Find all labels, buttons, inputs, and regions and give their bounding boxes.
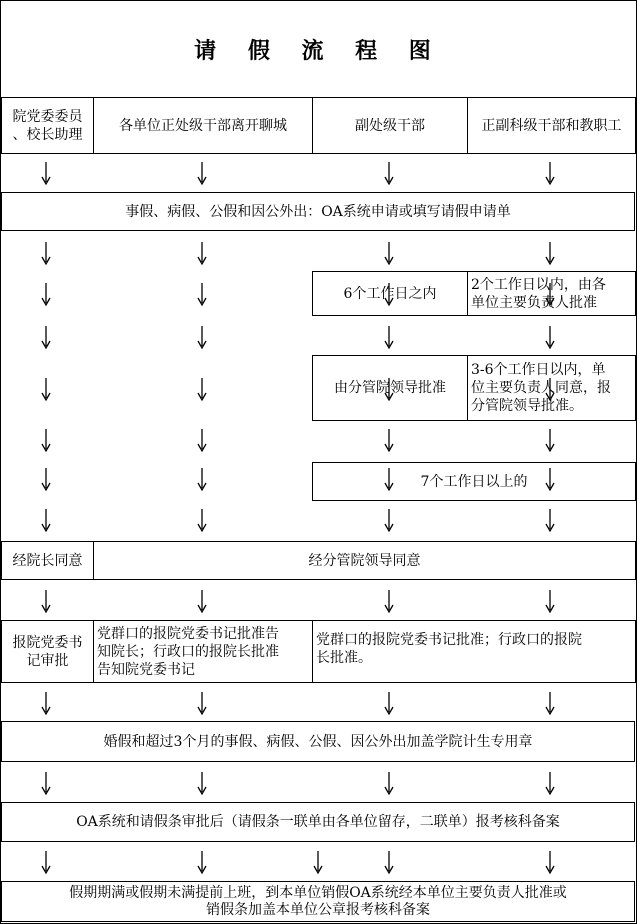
step-within-6-days: 6个工作日之内 [312,271,468,316]
down-arrow-icon [194,240,210,266]
step-party-admin-notify: 党群口的报院党委书记批准告 知院长；行政口的报院长批准 告知院党委书记 [93,620,313,683]
down-arrow-icon [381,281,397,307]
down-arrow-icon [542,466,558,492]
down-arrow-icon [194,427,210,453]
step-president-agree: 经院长同意 [1,541,94,580]
down-arrow-icon [542,240,558,266]
page-title: 请 假 流 程 图 [194,37,443,64]
down-arrow-icon [542,690,558,716]
down-arrow-icon [38,770,54,796]
column-header-section-staff: 正副科级干部和教职工 [467,97,636,154]
down-arrow-icon [194,324,210,350]
step-leader-approve: 由分管院领导批准 [312,355,468,421]
down-arrow-icon [38,507,54,533]
down-arrow-icon [194,849,210,875]
down-arrow-icon [381,160,397,186]
down-arrow-icon [194,281,210,307]
down-arrow-icon [381,376,397,402]
down-arrow-icon [381,507,397,533]
column-header-committee: 院党委委员 、校长助理 [1,97,94,154]
down-arrow-icon [194,690,210,716]
step-leader-agree: 经分管院领导同意 [93,541,636,580]
down-arrow-icon [381,240,397,266]
step-over-7-days: 7个工作日以上的 [312,462,636,501]
down-arrow-icon [542,770,558,796]
down-arrow-icon [381,427,397,453]
down-arrow-icon [381,588,397,614]
down-arrow-icon [194,770,210,796]
down-arrow-icon [542,160,558,186]
column-header-deputy-division: 副处级干部 [312,97,468,154]
down-arrow-icon [381,690,397,716]
down-arrow-icon [194,466,210,492]
down-arrow-icon [310,849,326,875]
step-3-to-6-days: 3-6个工作日以内，单 位主要负责人同意，报 分管院领导批准。 [467,355,636,421]
step-party-admin-approve: 党群口的报院党委书记批准；行政口的报院 长批准。 [312,620,636,683]
down-arrow-icon [38,427,54,453]
down-arrow-icon [542,281,558,307]
down-arrow-icon [381,466,397,492]
down-arrow-icon [194,588,210,614]
down-arrow-icon [542,324,558,350]
step-apply: 事假、病假、公假和因公外出：OA系统申请或填写请假申请单 [1,192,635,231]
down-arrow-icon [38,588,54,614]
down-arrow-icon [38,849,54,875]
down-arrow-icon [38,281,54,307]
down-arrow-icon [38,376,54,402]
down-arrow-icon [38,690,54,716]
step-file-record: OA系统和请假条审批后（请假条一联单由各单位留存，二联单）报考核科备案 [1,802,635,842]
down-arrow-icon [38,466,54,492]
step-cancel-leave: 假期期满或假期未满提前上班，到本单位销假OA系统经本单位主要负责人批准或 销假条加盖本单位公章报考核科备案 [1,881,635,922]
down-arrow-icon [542,427,558,453]
down-arrow-icon [194,160,210,186]
down-arrow-icon [542,849,558,875]
down-arrow-icon [542,588,558,614]
down-arrow-icon [38,160,54,186]
column-header-division-head: 各单位正处级干部离开聊城 [93,97,313,154]
down-arrow-icon [381,770,397,796]
step-seal: 婚假和超过3个月的事假、病假、公假、因公外出加盖学院计生专用章 [1,721,635,762]
down-arrow-icon [194,376,210,402]
step-secretary-approve: 报院党委书 记审批 [1,620,94,683]
down-arrow-icon [38,324,54,350]
step-within-2-days: 2个工作日以内，由各 单位主要负责人批准 [467,271,636,316]
down-arrow-icon [542,507,558,533]
down-arrow-icon [38,240,54,266]
down-arrow-icon [194,507,210,533]
down-arrow-icon [381,849,397,875]
down-arrow-icon [381,324,397,350]
down-arrow-icon [542,376,558,402]
